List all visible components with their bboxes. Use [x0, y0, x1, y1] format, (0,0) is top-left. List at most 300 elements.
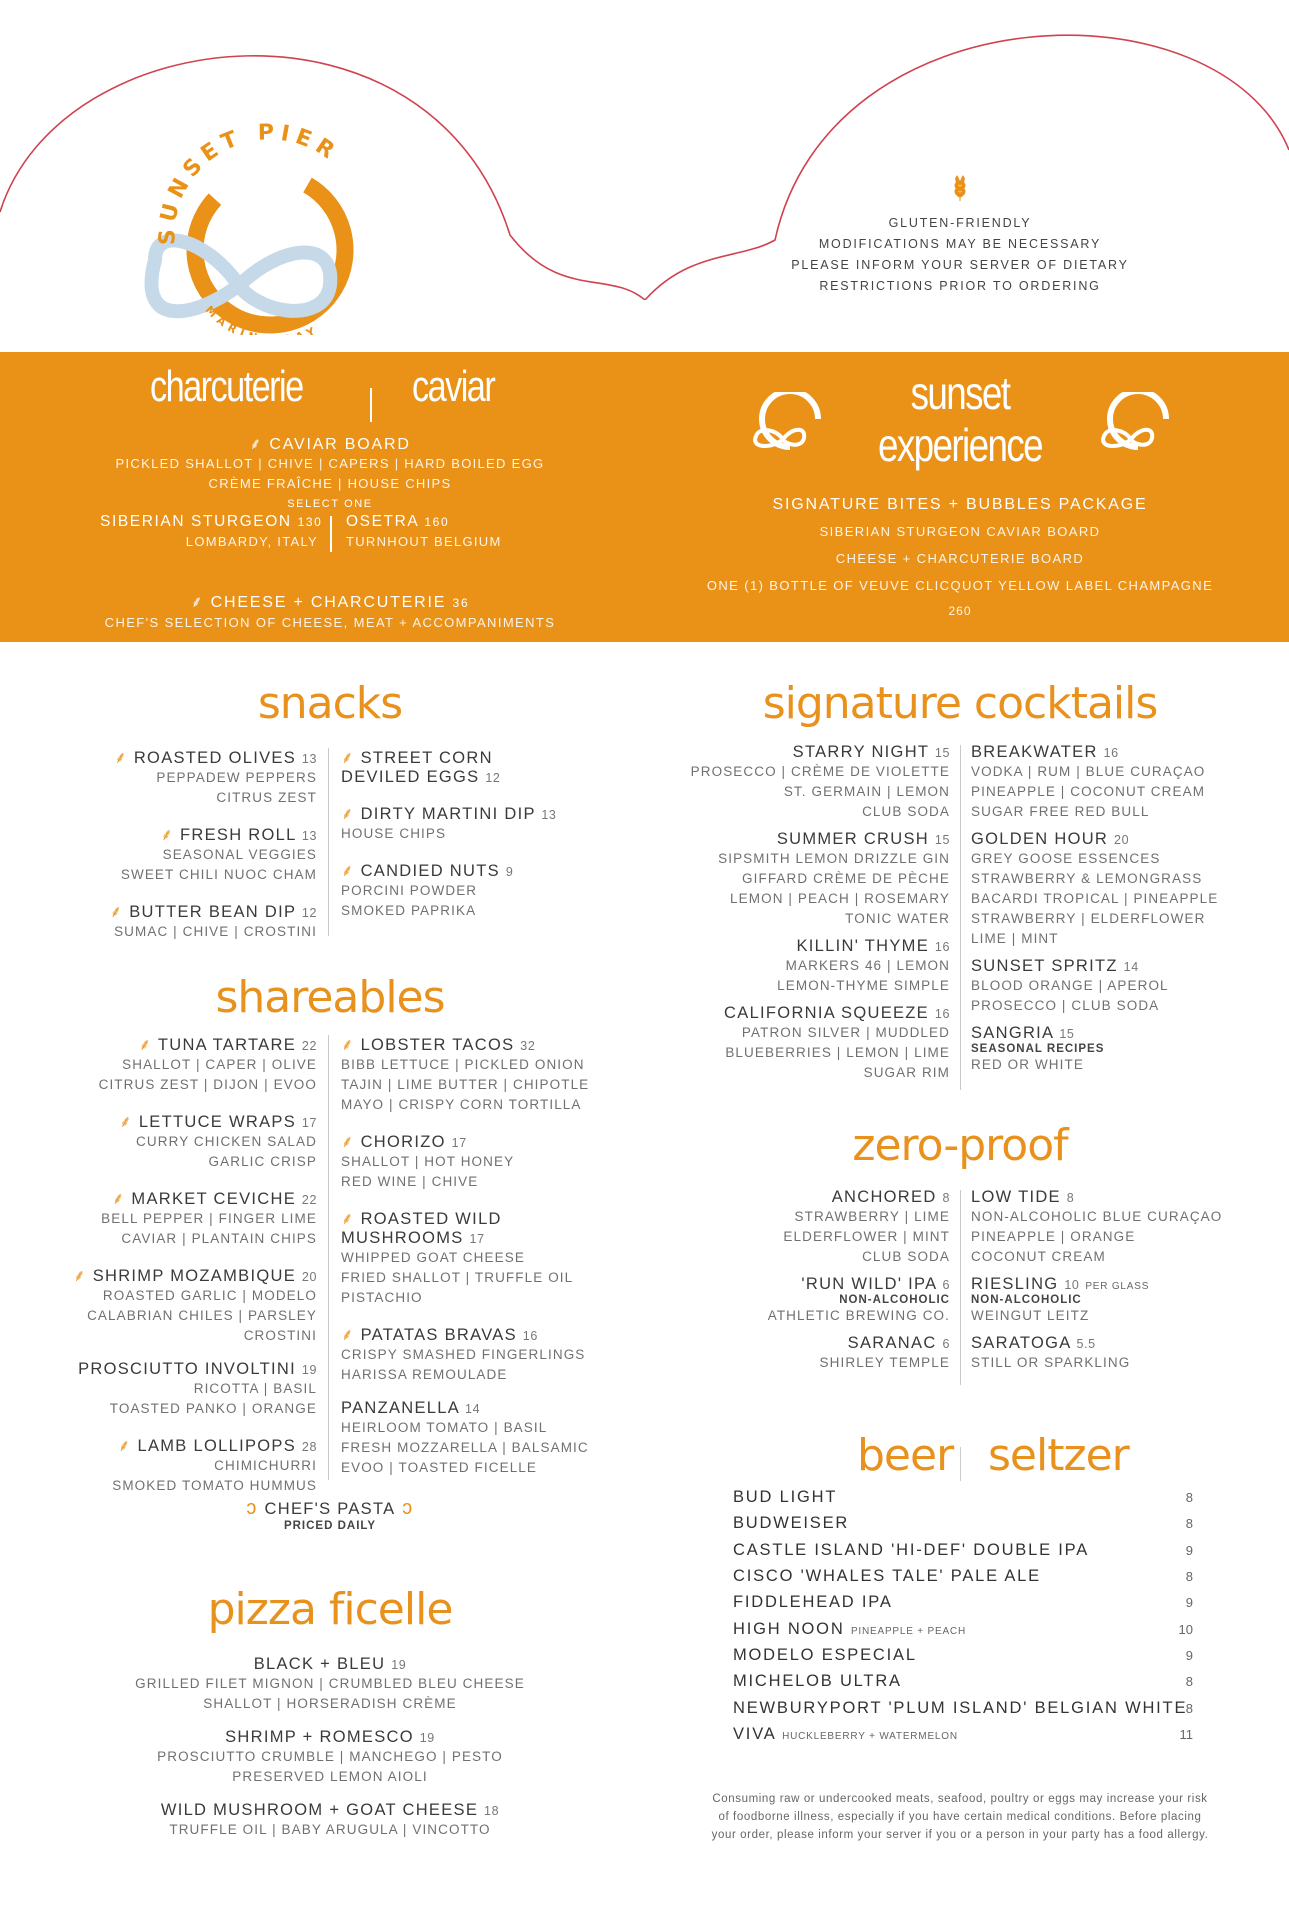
- item-desc: TONIC WATER: [845, 911, 950, 926]
- item-desc: TRUFFLE OIL | BABY ARUGULA | VINCOTTO: [169, 1822, 491, 1837]
- item-name: SHRIMP + ROMESCO: [225, 1728, 414, 1746]
- item-price: 16: [522, 1329, 538, 1343]
- beer-price: 9: [1185, 1543, 1193, 1558]
- option-price: 160: [424, 515, 450, 529]
- item-desc: SHALLOT | CAPER | OLIVE: [122, 1057, 317, 1072]
- item-price: 19: [301, 1363, 317, 1377]
- menu-item: [341, 1399, 601, 1478]
- beer-row: [733, 1672, 1193, 1696]
- item-desc: STRAWBERRY | ELDERFLOWER: [971, 911, 1206, 926]
- item-price: 14: [465, 1402, 481, 1416]
- menu-item: [110, 1728, 550, 1787]
- item-desc: HOUSE CHIPS: [341, 826, 447, 841]
- beer-price: 8: [1185, 1490, 1193, 1505]
- menu-item: [110, 1801, 550, 1840]
- beer-note: PINEAPPLE + PEACH: [850, 1626, 966, 1637]
- item-price: 20: [1114, 833, 1130, 847]
- item-desc: ELDERFLOWER | MINT: [783, 1229, 950, 1244]
- option-origin: LOMBARDY, ITALY: [185, 534, 318, 549]
- item-name: LOBSTER TACOS: [360, 1036, 515, 1054]
- beer-price: 10: [1178, 1622, 1193, 1637]
- item-desc: PORCINI POWDER: [341, 883, 478, 898]
- beer-note: HUCKLEBERRY + WATERMELON: [782, 1731, 958, 1742]
- item-name: SUNSET SPRITZ: [971, 957, 1118, 975]
- item-sub: PRICED DAILY: [283, 1520, 377, 1532]
- beer-price: 9: [1185, 1648, 1193, 1663]
- item-name: BREAKWATER: [971, 743, 1098, 761]
- notice-line: PLEASE INFORM YOUR SERVER OF DIETARY: [791, 258, 1129, 272]
- item-name: CANDIED NUTS: [360, 862, 500, 880]
- seltzer-title: seltzer: [988, 1430, 1129, 1481]
- item-desc: SHIRLEY TEMPLE: [819, 1355, 950, 1370]
- menu-item: [110, 1655, 550, 1714]
- disclaimer-line: of foodborne illness, especially if you have certain medical conditions. Before placing: [718, 1811, 1202, 1823]
- item-desc: SMOKED TOMATO HUMMUS: [112, 1478, 317, 1493]
- caviar-option-2: [346, 513, 546, 553]
- menu-item: [341, 1129, 601, 1192]
- beer-price: 8: [1185, 1569, 1193, 1584]
- logo-mark-icon: [125, 85, 395, 335]
- item-name: BUTTER BEAN DIP: [129, 903, 296, 921]
- caviar-title: caviar: [412, 362, 495, 411]
- disclaimer-line: your order, please inform your server if you or a person in your party has a food allergy.: [711, 1829, 1209, 1841]
- item-sub: SEASONAL RECIPES: [971, 1043, 1105, 1055]
- item-desc: CHIMICHURRI: [214, 1458, 317, 1473]
- snacks-left-column: [60, 745, 317, 956]
- snacks-title: snacks: [257, 678, 403, 729]
- beer-price: 8: [1185, 1516, 1193, 1531]
- menu-item: [341, 745, 601, 787]
- wheat-icon: ⸙: [341, 1210, 361, 1228]
- wheat-icon: ⸙: [160, 826, 180, 844]
- item-price: 12: [301, 906, 317, 920]
- beer-row: [733, 1593, 1193, 1617]
- item-name: CHORIZO: [360, 1133, 446, 1151]
- item-price: 28: [301, 1440, 317, 1454]
- beer-row: [733, 1725, 1193, 1749]
- title-divider: [960, 1447, 961, 1481]
- item-desc: TOASTED PANKO | ORANGE: [109, 1401, 317, 1416]
- zero-left-column: [650, 1188, 950, 1381]
- menu-item: [971, 830, 1271, 949]
- experience-details: [680, 492, 1240, 623]
- item-price: 6: [942, 1337, 950, 1351]
- beer-row: [733, 1699, 1193, 1723]
- item-desc: CRISPY SMASHED FINGERLINGS: [341, 1347, 586, 1362]
- feature-band: [0, 352, 1289, 642]
- caviar-board: [110, 432, 550, 510]
- item-price: 22: [301, 1193, 317, 1207]
- item-desc: TAJIN | LIME BUTTER | CHIPOTLE: [341, 1077, 590, 1092]
- item-price: 8: [942, 1191, 950, 1205]
- beer-name: FIDDLEHEAD IPA: [733, 1593, 893, 1611]
- item-desc: CITRUS ZEST: [216, 790, 317, 805]
- beer-price: 9: [1185, 1595, 1193, 1610]
- item-desc: SUGAR RIM: [863, 1065, 950, 1080]
- item-desc: STRAWBERRY | LIME: [794, 1209, 950, 1224]
- column-divider: [328, 1035, 329, 1480]
- menu-item: [40, 1433, 317, 1496]
- wheat-icon: ⸙: [109, 903, 130, 921]
- gluten-notice: [780, 175, 1140, 297]
- wheat-icon: ⸙: [111, 1190, 132, 1208]
- item-name: 'RUN WILD' IPA: [801, 1275, 937, 1293]
- item-name: LETTUCE WRAPS: [138, 1113, 296, 1131]
- item-desc: CALABRIAN CHILES | PARSLEY: [87, 1308, 317, 1323]
- column-divider: [960, 1190, 961, 1385]
- item-desc: CLUB SODA: [862, 1249, 950, 1264]
- item-desc: GRILLED FILET MIGNON | CRUMBLED BLEU CHEESE: [135, 1676, 525, 1691]
- item-name: STREET CORN: [360, 749, 493, 767]
- item-price: 19: [419, 1731, 435, 1745]
- item-price: 10: [1064, 1278, 1080, 1292]
- item-desc: BACARDI TROPICAL | PINEAPPLE: [971, 891, 1219, 906]
- menu-item: [60, 745, 317, 808]
- item-desc: PROSECCO | CLUB SODA: [971, 998, 1160, 1013]
- item-name: SANGRIA: [971, 1024, 1054, 1042]
- item-name: DIRTY MARTINI DIP: [360, 805, 536, 823]
- item-desc: PROSECCO | CRÈME DE VIOLETTE: [690, 764, 950, 779]
- item-desc: RED OR WHITE: [971, 1057, 1084, 1072]
- wheat-icon: ⸙: [73, 1267, 93, 1285]
- item-desc: BIBB LETTUCE | PICKLED ONION: [341, 1057, 585, 1072]
- beer-row: [733, 1646, 1193, 1670]
- item-desc: CURRY CHICKEN SALAD: [136, 1134, 317, 1149]
- wheat-icon: ⸙: [341, 862, 361, 880]
- beer-name: MODELO ESPECIAL: [733, 1646, 917, 1664]
- allergy-disclaimer: [680, 1790, 1240, 1844]
- item-desc: MARKERS 46 | LEMON: [785, 958, 950, 973]
- chefs-pasta: [180, 1497, 480, 1532]
- item-name: LOW TIDE: [971, 1188, 1061, 1206]
- swirl-icon: ↄ: [395, 1497, 414, 1519]
- notice-line: RESTRICTIONS PRIOR TO ORDERING: [819, 279, 1101, 293]
- notice-line: MODIFICATIONS MAY BE NECESSARY: [818, 237, 1102, 251]
- beer-name: BUD LIGHT: [733, 1488, 838, 1506]
- item-price: 20: [301, 1270, 317, 1284]
- beer-name: NEWBURYPORT 'PLUM ISLAND' BELGIAN WHITE: [733, 1699, 1188, 1717]
- option-origin: TURNHOUT BELGIUM: [346, 534, 502, 549]
- beer-name: CASTLE ISLAND 'HI-DEF' DOUBLE IPA: [733, 1541, 1090, 1559]
- beer-row: [733, 1567, 1193, 1591]
- item-desc: STILL OR SPARKLING: [971, 1355, 1131, 1370]
- item-desc: ATHLETIC BREWING CO.: [767, 1308, 950, 1323]
- package-price: 260: [948, 604, 972, 618]
- item-desc: WHIPPED GOAT CHEESE: [341, 1250, 525, 1265]
- item-desc: PROSCIUTTO CRUMBLE | MANCHEGO | PESTO: [157, 1749, 503, 1764]
- item-desc: STRAWBERRY & LEMONGRASS: [971, 871, 1203, 886]
- item-desc: CLUB SODA: [862, 804, 950, 819]
- item-desc: PINEAPPLE | ORANGE: [971, 1229, 1136, 1244]
- item-name: ROASTED WILD: [360, 1210, 502, 1228]
- item-desc: LEMON | PEACH | ROSEMARY: [730, 891, 950, 906]
- zero-right-column: [971, 1188, 1271, 1381]
- item-price: 8: [1066, 1191, 1075, 1205]
- beer-row: [733, 1620, 1193, 1644]
- title-divider: [370, 388, 372, 422]
- charcuterie-caviar-title: [150, 362, 520, 432]
- item-name: ROASTED OLIVES: [133, 749, 296, 767]
- item-name: KILLIN' THYME: [796, 937, 929, 955]
- item-name: MUSHROOMS: [341, 1229, 464, 1247]
- item-name: PANZANELLA: [341, 1399, 460, 1417]
- shareables-right-column: [341, 1032, 601, 1492]
- item-desc: SUGAR FREE RED BULL: [971, 804, 1150, 819]
- item-desc: PINEAPPLE | COCONUT CREAM: [971, 784, 1206, 799]
- item-name: CHEF'S PASTA: [264, 1500, 396, 1518]
- wheat-icon: ⸙: [249, 436, 270, 453]
- item-price: 17: [451, 1136, 467, 1150]
- item-desc: GREY GOOSE ESSENCES: [971, 851, 1161, 866]
- item-desc: FRESH MOZZARELLA | BALSAMIC: [341, 1440, 589, 1455]
- item-price: 13: [541, 808, 557, 822]
- beer-price: 8: [1185, 1701, 1193, 1716]
- menu-item: [650, 937, 950, 996]
- beer-name: CISCO 'WHALES TALE' PALE ALE: [733, 1567, 1041, 1585]
- package-line: ONE (1) BOTTLE OF VEUVE CLICQUOT YELLOW LABEL CHAMPAGNE: [706, 578, 1214, 593]
- item-price: 32: [520, 1039, 536, 1053]
- item-name: SARANAC: [847, 1334, 937, 1352]
- option-name: OSETRA: [346, 513, 419, 530]
- menu-item: [40, 1032, 317, 1095]
- item-desc: GARLIC CRISP: [208, 1154, 317, 1169]
- item-desc: VODKA | RUM | BLUE CURAÇAO: [971, 764, 1206, 779]
- package-line: CHEESE + CHARCUTERIE BOARD: [835, 551, 1085, 566]
- cocktails-right-column: [971, 743, 1271, 1083]
- zero-proof-title: zero-proof: [852, 1120, 1068, 1171]
- caviar-desc-1: PICKLED SHALLOT | CHIVE | CAPERS | HARD BOILED EGG: [115, 456, 545, 471]
- item-desc: RED WINE | CHIVE: [341, 1174, 479, 1189]
- wheat-icon: ⸙: [138, 1036, 158, 1054]
- cocktails-title: signature cocktails: [762, 678, 1158, 729]
- item-price: 15: [934, 833, 950, 847]
- svg-text:SUNSET PIER: SUNSET PIER: [155, 120, 344, 246]
- item-desc: SWEET CHILI NUOC CHAM: [120, 867, 317, 882]
- item-name: PROSCIUTTO INVOLTINI: [78, 1360, 296, 1378]
- wheat-icon: ⸙: [341, 805, 361, 823]
- item-desc: BLUEBERRIES | LEMON | LIME: [725, 1045, 950, 1060]
- item-name: LAMB LOLLIPOPS: [137, 1437, 296, 1455]
- beer-title: beer: [857, 1430, 954, 1481]
- item-name: TUNA TARTARE: [157, 1036, 296, 1054]
- item-price: 16: [934, 1007, 950, 1021]
- wheat-icon: ⸙: [190, 594, 211, 611]
- menu-item: [40, 1109, 317, 1172]
- beer-price: 8: [1185, 1674, 1193, 1689]
- item-price: 12: [485, 771, 501, 785]
- shareables-left-column: [40, 1032, 317, 1510]
- item-price: 5.5: [1076, 1337, 1096, 1351]
- item-name: ANCHORED: [831, 1188, 937, 1206]
- cocktails-left-column: [650, 743, 950, 1091]
- item-price: 14: [1123, 960, 1139, 974]
- beer-name: HIGH NOON: [733, 1620, 845, 1638]
- wheat-icon: [952, 175, 968, 201]
- beer-row: [733, 1514, 1193, 1538]
- caviar-option-1: [100, 513, 323, 553]
- item-name: SHRIMP MOZAMBIQUE: [92, 1267, 296, 1285]
- item-desc: RICOTTA | BASIL: [193, 1381, 317, 1396]
- item-desc: PRESERVED LEMON AIOLI: [232, 1769, 428, 1784]
- item-desc: HEIRLOOM TOMATO | BASIL: [341, 1420, 548, 1435]
- wheat-icon: ⸙: [341, 749, 361, 767]
- cheese-charcuterie: [80, 590, 580, 634]
- item-desc: PEPPADEW PEPPERS: [156, 770, 317, 785]
- item-price: 18: [484, 1804, 500, 1818]
- cheese-desc: CHEF'S SELECTION OF CHEESE, MEAT + ACCOMPANIMENTS: [104, 615, 556, 630]
- menu-item: [650, 1004, 950, 1083]
- item-name: FRESH ROLL: [180, 826, 296, 844]
- beer-name: VIVA: [733, 1725, 776, 1743]
- item-name: RIESLING: [971, 1275, 1059, 1293]
- item-desc: LEMON-THYME SIMPLE: [777, 978, 950, 993]
- item-price: 17: [301, 1116, 317, 1130]
- package-name: SIGNATURE BITES + BUBBLES PACKAGE: [772, 496, 1148, 513]
- menu-item: [971, 1334, 1271, 1373]
- item-name: CALIFORNIA SQUEEZE: [724, 1004, 929, 1022]
- wheat-icon: ⸙: [341, 1133, 361, 1151]
- menu-item: [650, 1334, 950, 1373]
- item-desc: SEASONAL VEGGIES: [162, 847, 317, 862]
- item-desc: ROASTED GARLIC | MODELO: [102, 1288, 317, 1303]
- column-divider: [328, 748, 329, 936]
- item-name: PATATAS BRAVAS: [360, 1326, 517, 1344]
- column-divider: [960, 745, 961, 1090]
- pizza-list: [110, 1655, 550, 1854]
- menu-item: [971, 1188, 1271, 1267]
- menu-item: [60, 822, 317, 885]
- item-price: 13: [301, 829, 317, 843]
- logo: [125, 85, 395, 335]
- item-price: 16: [934, 940, 950, 954]
- disclaimer-line: Consuming raw or undercooked meats, seafood, poultry or eggs may increase your risk: [712, 1793, 1208, 1805]
- item-price: 6: [942, 1278, 950, 1292]
- menu-item: [341, 858, 601, 921]
- beer-row: [733, 1488, 1193, 1512]
- menu-item: [971, 1024, 1271, 1075]
- item-desc: SHALLOT | HORSERADISH CRÈME: [203, 1696, 457, 1711]
- menu-item: [650, 830, 950, 929]
- item-desc: GIFFARD CRÈME DE PÈCHE: [742, 871, 950, 886]
- beer-name: BUDWEISER: [733, 1514, 850, 1532]
- swirl-icon: ↄ: [246, 1497, 265, 1519]
- price-unit: PER GLASS: [1085, 1281, 1150, 1292]
- menu-item: [40, 1360, 317, 1419]
- menu-item: [650, 1188, 950, 1267]
- item-name: DEVILED EGGS: [341, 768, 480, 786]
- item-desc: COCONUT CREAM: [971, 1249, 1106, 1264]
- item-desc: BELL PEPPER | FINGER LIME: [101, 1211, 317, 1226]
- select-one: SELECT ONE: [287, 498, 373, 510]
- cheese-name: CHEESE + CHARCUTERIE: [210, 594, 447, 611]
- item-desc: SUMAC | CHIVE | CROSTINI: [114, 924, 317, 939]
- cheese-price: 36: [452, 596, 470, 610]
- wheat-icon: ⸙: [341, 1036, 361, 1054]
- item-name: WILD MUSHROOM + GOAT CHEESE: [160, 1801, 479, 1819]
- item-price: 19: [391, 1658, 407, 1672]
- item-price: 16: [1103, 746, 1119, 760]
- item-name: SUMMER CRUSH: [776, 830, 929, 848]
- shareables-title: shareables: [215, 972, 445, 1023]
- beer-price: 11: [1179, 1727, 1193, 1742]
- item-desc: EVOO | TOASTED FICELLE: [341, 1460, 538, 1475]
- item-desc: HARISSA REMOULADE: [341, 1367, 508, 1382]
- experience-title-2: experience: [877, 419, 1043, 471]
- menu-item: [40, 1186, 317, 1249]
- beer-row: [733, 1541, 1193, 1565]
- menu-item: [341, 1206, 601, 1308]
- wheat-icon: ⸙: [119, 1113, 139, 1131]
- menu-item: [971, 957, 1271, 1016]
- item-desc: FRIED SHALLOT | TRUFFLE OIL: [341, 1270, 574, 1285]
- item-name: BLACK + BLEU: [253, 1655, 386, 1673]
- swirl-icon: [1098, 392, 1178, 452]
- item-desc: SIPSMITH LEMON DRIZZLE GIN: [718, 851, 950, 866]
- item-name: GOLDEN HOUR: [971, 830, 1109, 848]
- item-desc: NON-ALCOHOLIC BLUE CURAÇAO: [971, 1209, 1223, 1224]
- caviar-desc-2: CRÈME FRAÎCHE | HOUSE CHIPS: [208, 476, 452, 491]
- package-line: SIBERIAN STURGEON CAVIAR BOARD: [819, 524, 1101, 539]
- item-desc: PISTACHIO: [341, 1290, 423, 1305]
- menu-item: [650, 1275, 950, 1326]
- item-price: 22: [301, 1039, 317, 1053]
- charcuterie-title: charcuterie: [150, 362, 303, 411]
- item-desc: WEINGUT LEITZ: [971, 1308, 1090, 1323]
- menu-item: [60, 899, 317, 942]
- item-sub: NON-ALCOHOLIC: [839, 1294, 950, 1306]
- menu-item: [341, 1032, 601, 1115]
- caviar-board-name: CAVIAR BOARD: [269, 436, 411, 453]
- item-desc: CITRUS ZEST | DIJON | EVOO: [98, 1077, 317, 1092]
- menu-item: [341, 1322, 601, 1385]
- item-price: 15: [934, 746, 950, 760]
- menu-item: [971, 743, 1271, 822]
- option-divider: [330, 516, 332, 552]
- item-desc: SMOKED PAPRIKA: [341, 903, 477, 918]
- item-name: STARRY NIGHT: [792, 743, 929, 761]
- wheat-icon: ⸙: [341, 1326, 361, 1344]
- svg-text:MARINA BAY: MARI Y: [202, 303, 322, 335]
- item-desc: CAVIAR | PLANTAIN CHIPS: [121, 1231, 317, 1246]
- item-desc: SHALLOT | HOT HONEY: [341, 1154, 515, 1169]
- beer-name: MICHELOB ULTRA: [733, 1672, 902, 1690]
- option-price: 130: [297, 515, 323, 529]
- option-name: SIBERIAN STURGEON: [100, 513, 292, 530]
- experience-title: [810, 367, 1110, 471]
- item-desc: PATRON SILVER | MUDDLED: [741, 1025, 950, 1040]
- item-price: 13: [301, 752, 317, 766]
- item-desc: ST. GERMAIN | LEMON: [783, 784, 950, 799]
- wheat-icon: ⸙: [114, 749, 134, 767]
- item-name: MARKET CEVICHE: [131, 1190, 296, 1208]
- item-desc: CROSTINI: [243, 1328, 317, 1343]
- item-desc: LIME | MINT: [971, 931, 1059, 946]
- menu-item: [341, 801, 601, 844]
- pizza-title: pizza ficelle: [207, 1584, 453, 1635]
- menu-item: [971, 1275, 1271, 1326]
- item-desc: MAYO | CRISPY CORN TORTILLA: [341, 1097, 582, 1112]
- item-price: 9: [505, 865, 514, 879]
- snacks-right-column: [341, 745, 601, 935]
- item-name: SARATOGA: [971, 1334, 1071, 1352]
- item-price: 15: [1059, 1027, 1075, 1041]
- item-sub: NON-ALCOHOLIC: [971, 1294, 1082, 1306]
- item-price: 17: [469, 1232, 485, 1246]
- item-desc: BLOOD ORANGE | APEROL: [971, 978, 1169, 993]
- notice-line: GLUTEN-FRIENDLY: [888, 216, 1032, 230]
- menu-item: [650, 743, 950, 822]
- experience-title-1: sunset: [910, 367, 1010, 419]
